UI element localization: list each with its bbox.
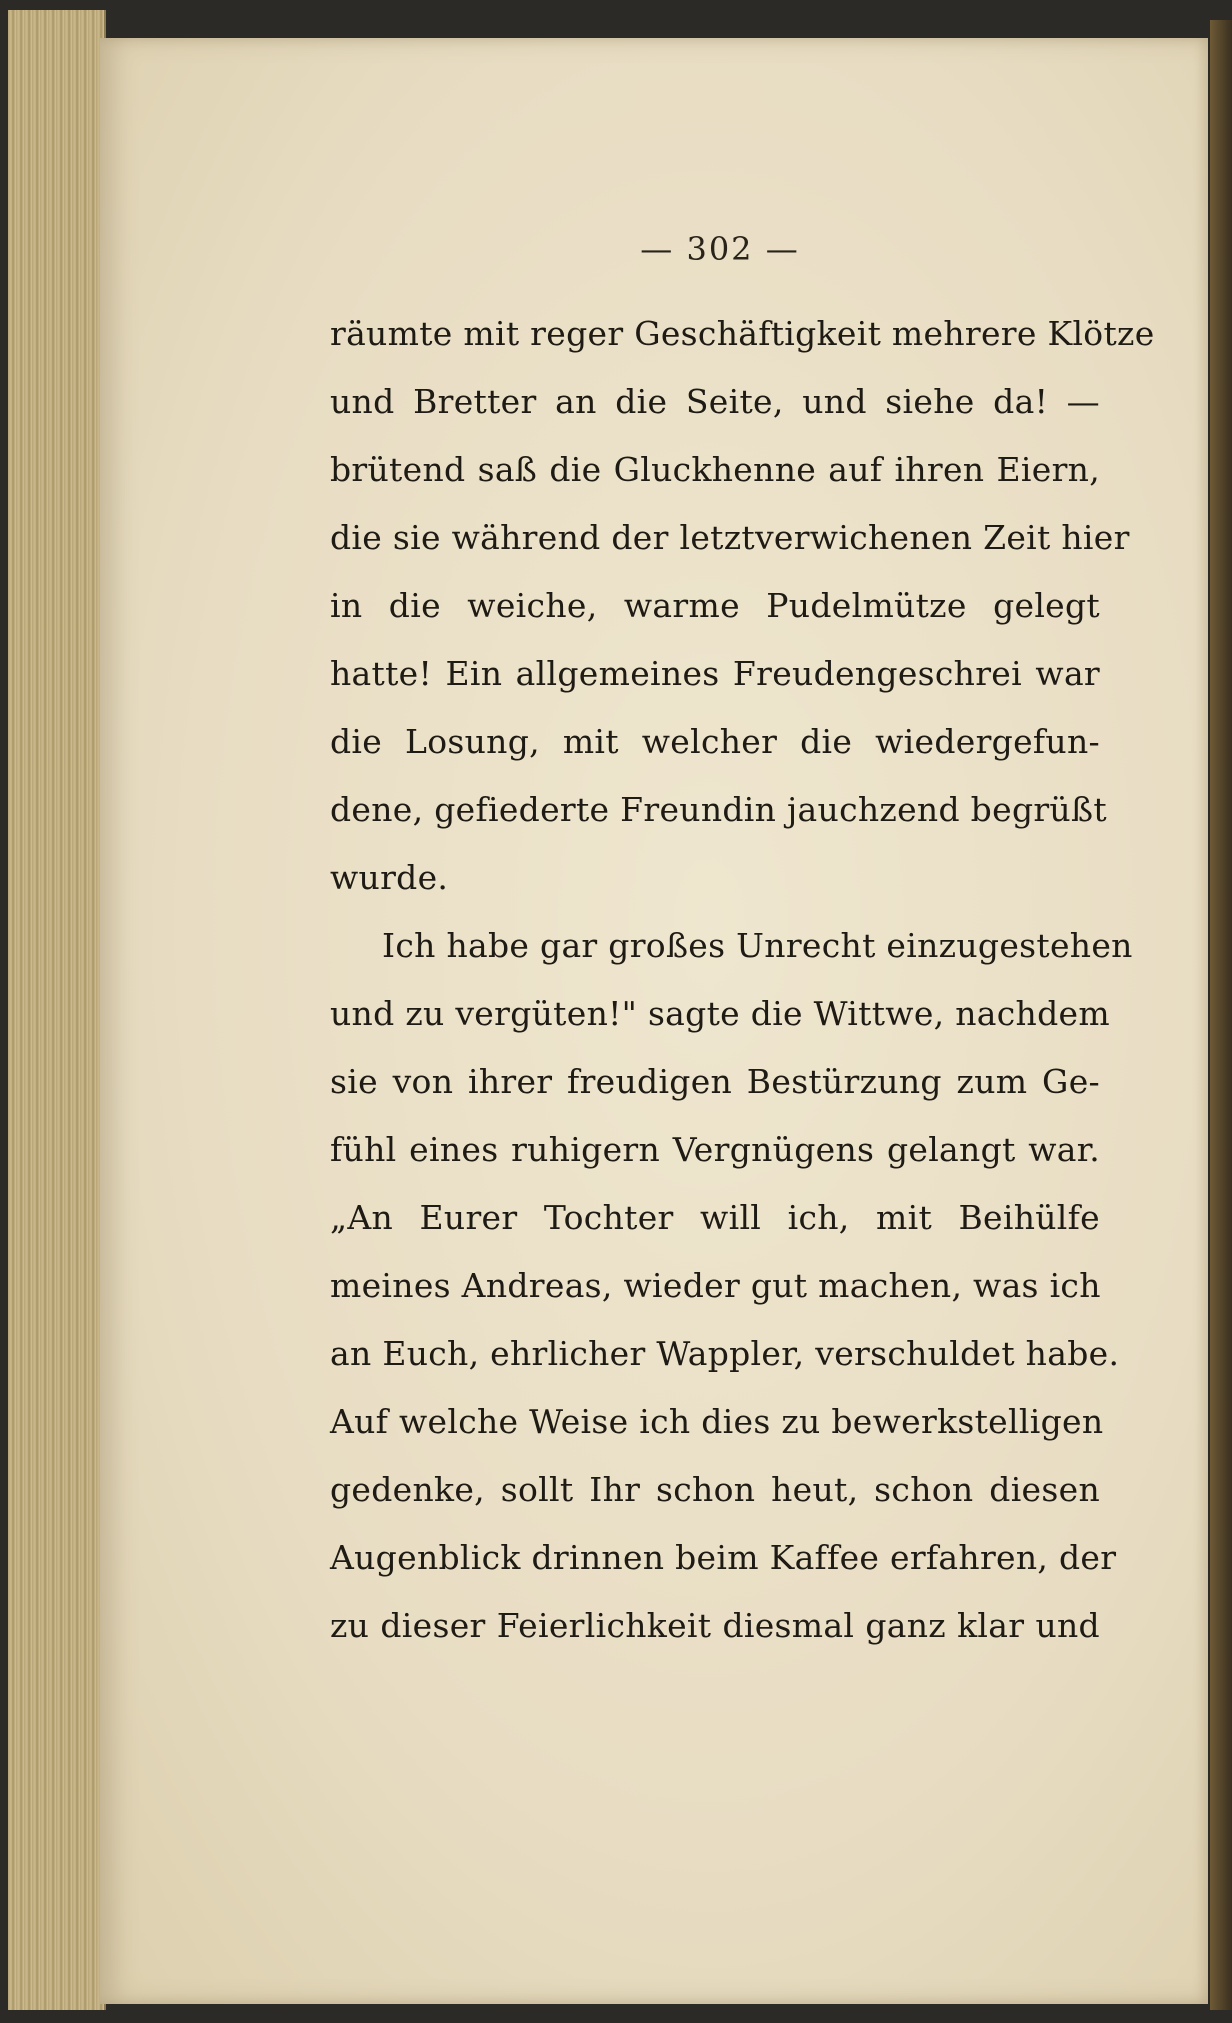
text-line: und Bretter an die Seite, und siehe da! — bbox=[330, 382, 1100, 421]
text-line: die Losung, mit welcher die wiedergefun- bbox=[330, 722, 1100, 761]
text-line: Auf welche Weise ich dies zu bewerkstelligen bbox=[330, 1402, 1104, 1441]
text-line: Augenblick drinnen beim Kaffee erfahren, der bbox=[330, 1538, 1117, 1577]
book-cover-edge bbox=[1210, 20, 1232, 2010]
text-line: zu dieser Feierlichkeit diesmal ganz klar und bbox=[330, 1606, 1100, 1645]
body-text bbox=[330, 300, 1155, 1660]
text-line: brütend saß die Gluckhenne auf ihren Eiern, bbox=[330, 450, 1100, 489]
text-line: an Euch, ehrlicher Wappler, verschuldet habe. bbox=[330, 1334, 1120, 1373]
text-line: „An Eurer Tochter will ich, mit Beihülfe bbox=[330, 1198, 1100, 1237]
text-line: Ich habe gar großes Unrecht einzugestehen bbox=[382, 926, 1133, 965]
page-number: — 302 — bbox=[640, 230, 800, 268]
text-line: und zu vergüten!" sagte die Wittwe, nachdem bbox=[330, 994, 1110, 1033]
text-line: meines Andreas, wieder gut machen, was ich bbox=[330, 1266, 1101, 1305]
text-line: die sie während der letztverwichenen Zeit hier bbox=[330, 518, 1130, 557]
text-line: hatte! Ein allgemeines Freudengeschrei war bbox=[330, 654, 1100, 693]
text-line: in die weiche, warme Pudelmütze gelegt bbox=[330, 586, 1100, 625]
text-line: räumte mit reger Geschäftigkeit mehrere Klötze bbox=[330, 314, 1155, 353]
text-line: wurde. bbox=[330, 858, 449, 897]
page-edges bbox=[8, 10, 106, 2010]
text-line: dene, gefiederte Freundin jauchzend begrüßt bbox=[330, 790, 1107, 829]
text-line: gedenke, sollt Ihr schon heut, schon diesen bbox=[330, 1470, 1100, 1509]
text-line: fühl eines ruhigern Vergnügens gelangt war. bbox=[330, 1130, 1100, 1169]
text-line: sie von ihrer freudigen Bestürzung zum Ge- bbox=[330, 1062, 1100, 1101]
